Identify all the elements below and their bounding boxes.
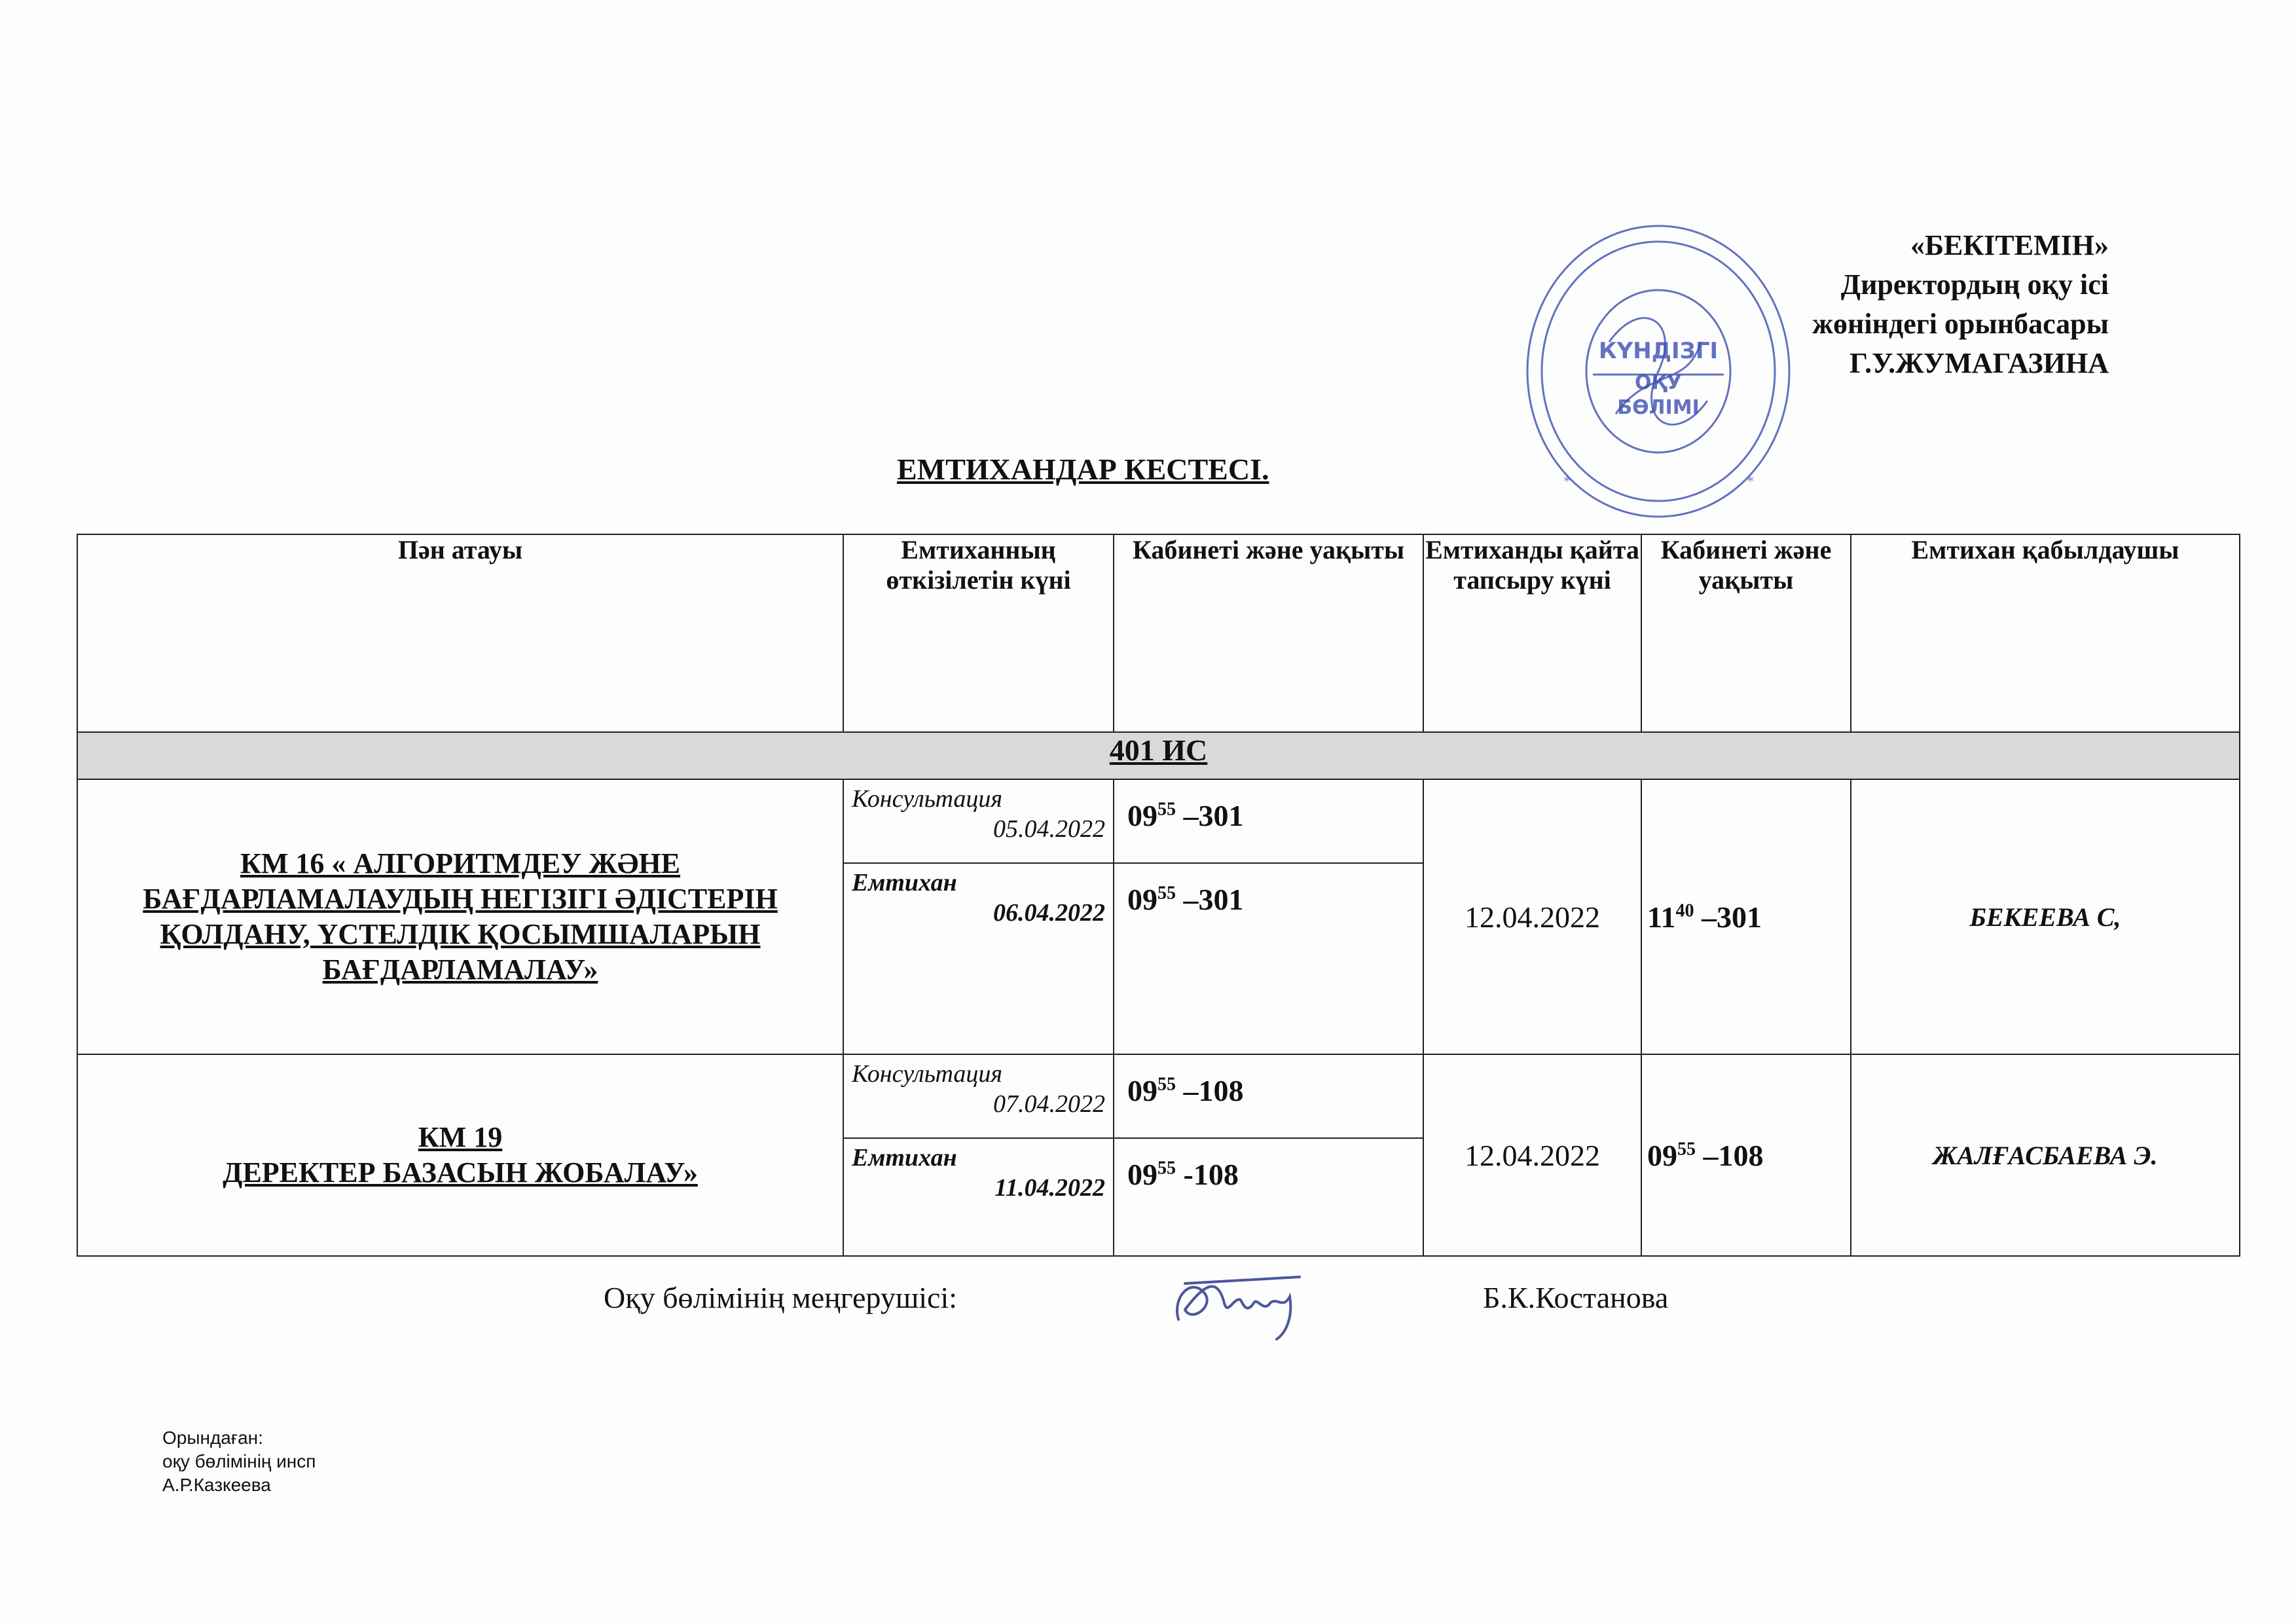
approval-line-4: Г.У.ЖУМАГАЗИНА — [1850, 347, 2109, 379]
exam-date-cell — [843, 1138, 1114, 1256]
retake-room: –301 — [1694, 900, 1762, 934]
stamp-text-1: КҮНДІЗГІ — [1598, 338, 1719, 364]
group-row — [77, 732, 2240, 779]
header-retake-room-time: Кабинеті және уақыты — [1641, 534, 1851, 732]
exam-room: –301 — [1176, 883, 1244, 916]
subject-line-1: КМ 19 — [418, 1121, 503, 1153]
exam-schedule-table — [77, 534, 2240, 1257]
exam-hour: 09 — [1127, 1158, 1157, 1191]
exam-label: Емтихан — [852, 1144, 957, 1172]
stamp-text-2: ОҚУ — [1635, 371, 1682, 394]
page-title: ЕМТИХАНДАР КЕСТЕСІ. — [897, 452, 1269, 486]
consult-label: Консультация — [852, 785, 1003, 813]
retake-room: –108 — [1696, 1138, 1764, 1172]
prepared-label: Орындаған: — [162, 1428, 263, 1448]
consult-date-cell — [843, 779, 1114, 863]
head-of-department-label: Оқу бөлімінің меңгерушісі: — [604, 1281, 958, 1314]
approval-line-1: «БЕКІТЕМІН» — [1910, 229, 2109, 261]
consult-date: 07.04.2022 — [993, 1090, 1105, 1118]
retake-hour: 09 — [1647, 1138, 1677, 1172]
retake-minute: 55 — [1677, 1139, 1696, 1160]
subject-cell: КМ 16 « АЛГОРИТМДЕУ ЖӘНЕ БАҒДАРЛАМАЛАУДЫҢ НЕГІЗІГІ ӘДІСТЕРІН ҚОЛДАНУ, ҮСТЕЛДІК ҚОСЫМШАЛАРЫН БАҒДАРЛАМАЛАУ» — [77, 779, 843, 1054]
signature-icon — [1165, 1257, 1316, 1342]
exam-time-cell — [1114, 863, 1423, 1054]
exam-label: Емтихан — [852, 869, 957, 896]
consult-minute: 55 — [1157, 1074, 1176, 1095]
consult-time-cell — [1114, 779, 1423, 863]
consult-room: –108 — [1176, 1074, 1244, 1107]
stamp-text-3: БӨЛІМІ — [1617, 396, 1700, 419]
header-room-time: Кабинеті және уақыты — [1114, 534, 1423, 732]
table-header-row — [77, 534, 2240, 732]
consult-minute: 55 — [1157, 799, 1176, 820]
group-label: 401 ИС — [77, 732, 2240, 779]
table-row — [77, 1054, 2240, 1138]
exam-time-cell — [1114, 1138, 1423, 1256]
consult-hour: 09 — [1127, 1074, 1157, 1107]
header-exam-date: Емтиханның өткізілетін күні — [843, 534, 1114, 732]
subject-line-2: ДЕРЕКТЕР БАЗАСЫН ЖОБАЛАУ» — [223, 1156, 698, 1189]
table-row — [77, 779, 2240, 863]
consult-label: Консультация — [852, 1060, 1003, 1088]
exam-minute: 55 — [1157, 1158, 1176, 1179]
exam-date: 11.04.2022 — [994, 1174, 1105, 1202]
retake-hour: 11 — [1647, 900, 1676, 934]
subject-cell — [77, 1054, 843, 1256]
approval-block — [1812, 226, 2109, 383]
examiner-cell: БЕКЕЕВА С, — [1851, 779, 2240, 1054]
consult-date: 05.04.2022 — [993, 815, 1105, 843]
consult-date-cell — [843, 1054, 1114, 1138]
prepared-by-block — [162, 1426, 316, 1497]
header-subject: Пән атауы — [77, 534, 843, 732]
retake-minute: 40 — [1675, 900, 1694, 921]
exam-date-cell — [843, 863, 1114, 1054]
retake-time-cell — [1641, 779, 1851, 1054]
approval-line-2: Директордың оқу ісі — [1840, 268, 2109, 301]
consult-time-cell — [1114, 1054, 1423, 1138]
exam-date: 06.04.2022 — [993, 899, 1105, 927]
header-retake-date: Емтиханды қайта тапсыру күні — [1423, 534, 1641, 732]
retake-date: 12.04.2022 — [1423, 1054, 1641, 1256]
retake-date: 12.04.2022 — [1423, 779, 1641, 1054]
head-of-department-name: Б.К.Костанова — [1483, 1281, 1669, 1314]
examiner-cell: ЖАЛҒАСБАЕВА Э. — [1851, 1054, 2240, 1256]
consult-room: –301 — [1176, 799, 1244, 832]
exam-room: -108 — [1176, 1158, 1239, 1191]
exam-minute: 55 — [1157, 883, 1176, 904]
svg-text:*: * — [1563, 473, 1571, 489]
official-stamp-icon — [1518, 217, 1799, 525]
consult-hour: 09 — [1127, 799, 1157, 832]
exam-hour: 09 — [1127, 883, 1157, 916]
svg-text:*: * — [1747, 473, 1754, 489]
approval-line-3: жөніндегі орынбасары — [1812, 308, 2109, 340]
prepared-name: А.Р.Казкеева — [162, 1475, 271, 1495]
header-examiner: Емтихан қабылдаушы — [1851, 534, 2240, 732]
retake-time-cell — [1641, 1054, 1851, 1256]
prepared-role: оқу бөлімінің инсп — [162, 1451, 316, 1471]
